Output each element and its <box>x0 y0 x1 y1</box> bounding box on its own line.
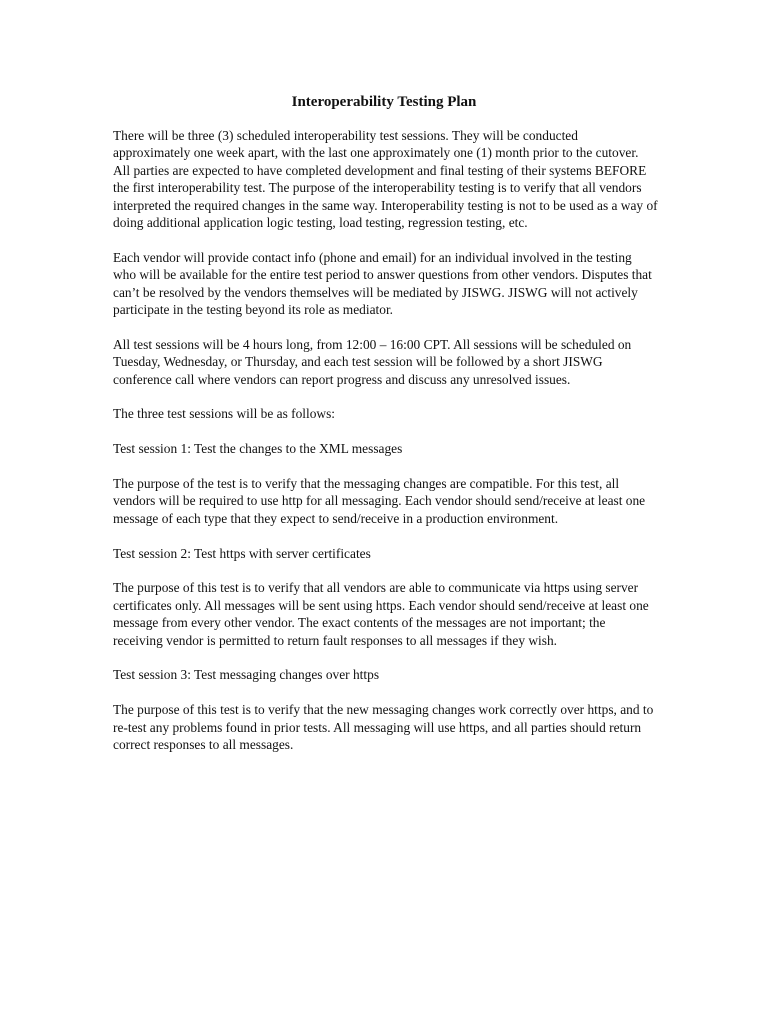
document-title: Interoperability Testing Plan <box>291 94 477 110</box>
paragraph-session-schedule: All test sessions will be 4 hours long, from 12:00 – 16:00 CPT. All sessions will be scheduled on Tuesday, Wednesday, or Thursday, and each test session will be followed by a short JISWG conference call where vendors can report progress and discuss any unresolved issues. <box>113 336 632 387</box>
session-2-heading: Test session 2: Test https with server certificates <box>113 545 371 561</box>
session-1-description: The purpose of the test is to verify that the messaging changes are compatible. For this test, all vendors will be required to use http for all messaging. Each vendor should send/receive at least one message of each type that they expect to send/receive in a production environment. <box>113 476 646 526</box>
paragraph-sessions-intro: The three test sessions will be as follows: <box>113 406 336 422</box>
paragraph-intro: There will be three (3) scheduled interoperability test sessions. They will be conducted approximately one week apart, with the last one approximately one (1) month prior to the cutover. All parties are expected to have completed development and final testing of their systems BEFORE the first interoperability test. The purpose of the interoperability testing is to verify that all vendors interpreted the required changes in the same way. Interoperability testing is not to be used as a way of doing additional application logic testing, load testing, regression testing, etc. <box>113 128 658 231</box>
session-1-heading: Test session 1: Test the changes to the XML messages <box>113 441 403 457</box>
session-2-description: The purpose of this test is to verify that all vendors are able to communicate via https using server certificates only. All messages will be sent using https. Each vendor should send/receive at least one message from every other vendor. The exact contents of the messages are not important; the receiving vendor is permitted to return fault responses to all messages if they wish. <box>113 580 649 648</box>
document-body <box>113 127 658 753</box>
session-3-heading: Test session 3: Test messaging changes over https <box>113 667 380 683</box>
paragraph-vendor-contact: Each vendor will provide contact info (phone and email) for an individual involved in the testing who will be available for the entire test period to answer questions from other vendors. Disputes that can’t be resolved by the vendors themselves will be mediated by JISWG. JISWG will not actively participate in the testing beyond its role as mediator. <box>113 249 652 318</box>
session-3-description: The purpose of this test is to verify that the new messaging changes work correctly over https, and to re-test any problems found in prior tests. All messaging will use https, and all parties should return correct responses to all messages. <box>113 702 654 753</box>
